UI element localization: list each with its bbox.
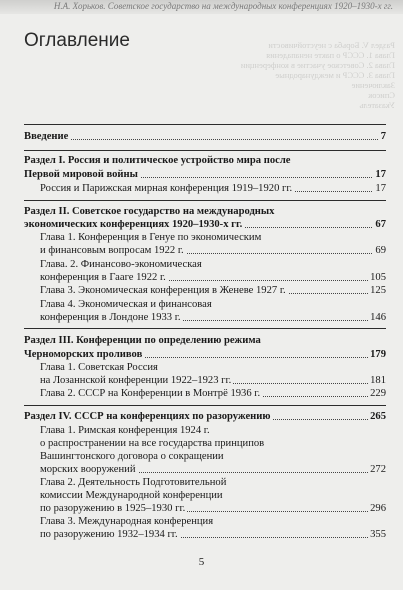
toc-entry: Глава 1. Конференция в Генуе по экономическим — [40, 232, 262, 243]
toc-entry: Глава. 2. Финансово-экономическая — [40, 259, 202, 270]
section-divider — [24, 124, 386, 125]
ghost-line: Глава 2. Советское участие в конференции — [240, 60, 395, 70]
page-title: Оглавление — [24, 30, 130, 51]
toc-entry-page: 146 — [370, 312, 386, 323]
section-heading: Первой мировой войны 17 — [24, 169, 386, 180]
section-heading: Черноморских проливов 179 — [24, 349, 386, 360]
section-page: 265 — [370, 411, 386, 422]
toc-entry-page: 296 — [370, 503, 386, 514]
ghost-line: Указатель — [359, 100, 395, 110]
toc-entry: Глава 2. СССР на Конференции в Монтрё 1936 г. 229 — [40, 388, 386, 399]
toc-entry-page: 355 — [370, 529, 386, 540]
toc-entry: конференция в Гааге 1922 г. 105 — [40, 272, 386, 283]
section-page: 67 — [375, 219, 386, 230]
ghost-line: Глава 3. СССР и международные — [275, 70, 395, 80]
toc-entry: комиссии Международной конференции — [40, 490, 223, 501]
toc-entry-page: 17 — [375, 183, 386, 194]
toc-entry: конференция в Лондоне 1933 г. 146 — [40, 312, 386, 323]
section-page: 179 — [370, 349, 386, 360]
toc-entry-page: 125 — [370, 285, 386, 296]
toc-entry: морских вооружений 272 — [40, 464, 386, 475]
toc-entry: Россия и Парижская мирная конференция 1919–1920 гг. 17 — [40, 183, 386, 194]
toc-entry: по разоружению 1932–1934 гг. 355 — [40, 529, 386, 540]
ghost-line: Список — [368, 90, 395, 100]
toc-entry: Глава 1. Римская конференция 1924 г. — [40, 425, 210, 436]
section-page: 17 — [375, 169, 386, 180]
toc-entry-title: Введение — [24, 131, 69, 142]
toc-entry: и финансовым вопросам 1922 г. 69 — [40, 245, 386, 256]
section-heading: Раздел IV. СССР на конференциях по разоружению 265 — [24, 411, 386, 422]
toc-entry: о распространении на все государства принципов — [40, 438, 265, 449]
toc-entry-page: 105 — [370, 272, 386, 283]
section-heading: Раздел I. Россия и политическое устройство мира после — [24, 155, 291, 166]
section-heading: Раздел III. Конференции по определению режима — [24, 335, 261, 346]
toc-entry: Вашингтонского договора о сокращении — [40, 451, 224, 462]
toc-entry: Глава 2. Деятельность Подготовительной — [40, 477, 227, 488]
section-divider — [24, 328, 386, 329]
section-divider — [24, 150, 386, 151]
toc-entry: по разоружению в 1925–1930 гг. 296 — [40, 503, 386, 514]
toc-entry-intro — [24, 130, 386, 143]
section-divider — [24, 405, 386, 406]
top-edge-strip — [0, 0, 403, 14]
toc-entry: на Лозаннской конференции 1922–1923 гг. 181 — [40, 375, 386, 386]
ghost-line: Глава 1. СССР о пакте ненападения — [266, 50, 395, 60]
page-number: 5 — [198, 556, 205, 568]
toc-entry: Глава 1. Советская Россия — [40, 362, 158, 373]
toc-entry-page: 69 — [375, 245, 386, 256]
toc-entry-page: 272 — [370, 464, 386, 475]
toc-entry-page: 229 — [370, 388, 386, 399]
toc-entry-page: 7 — [380, 131, 386, 142]
running-head: Н.А. Хорьков. Советское государство на международных конференциях 1920–1930-х гг. — [53, 1, 393, 11]
toc-entry: Глава 3. Экономическая конференция в Женеве 1927 г. 125 — [40, 285, 386, 296]
section-heading: экономических конференциях 1920–1930-х гг. 67 — [24, 219, 386, 230]
toc-entry: Глава 3. Международная конференция — [40, 516, 214, 527]
leader-dots — [24, 139, 386, 140]
section-divider — [24, 200, 386, 201]
section-heading: Раздел II. Советское государство на международных — [24, 206, 275, 217]
ghost-line: Раздел V. Борьба с неустойчивости — [268, 40, 395, 50]
ghost-line: Заключение — [351, 80, 395, 90]
toc-entry-page: 181 — [370, 375, 386, 386]
toc-entry: Глава 4. Экономическая и финансовая — [40, 299, 212, 310]
